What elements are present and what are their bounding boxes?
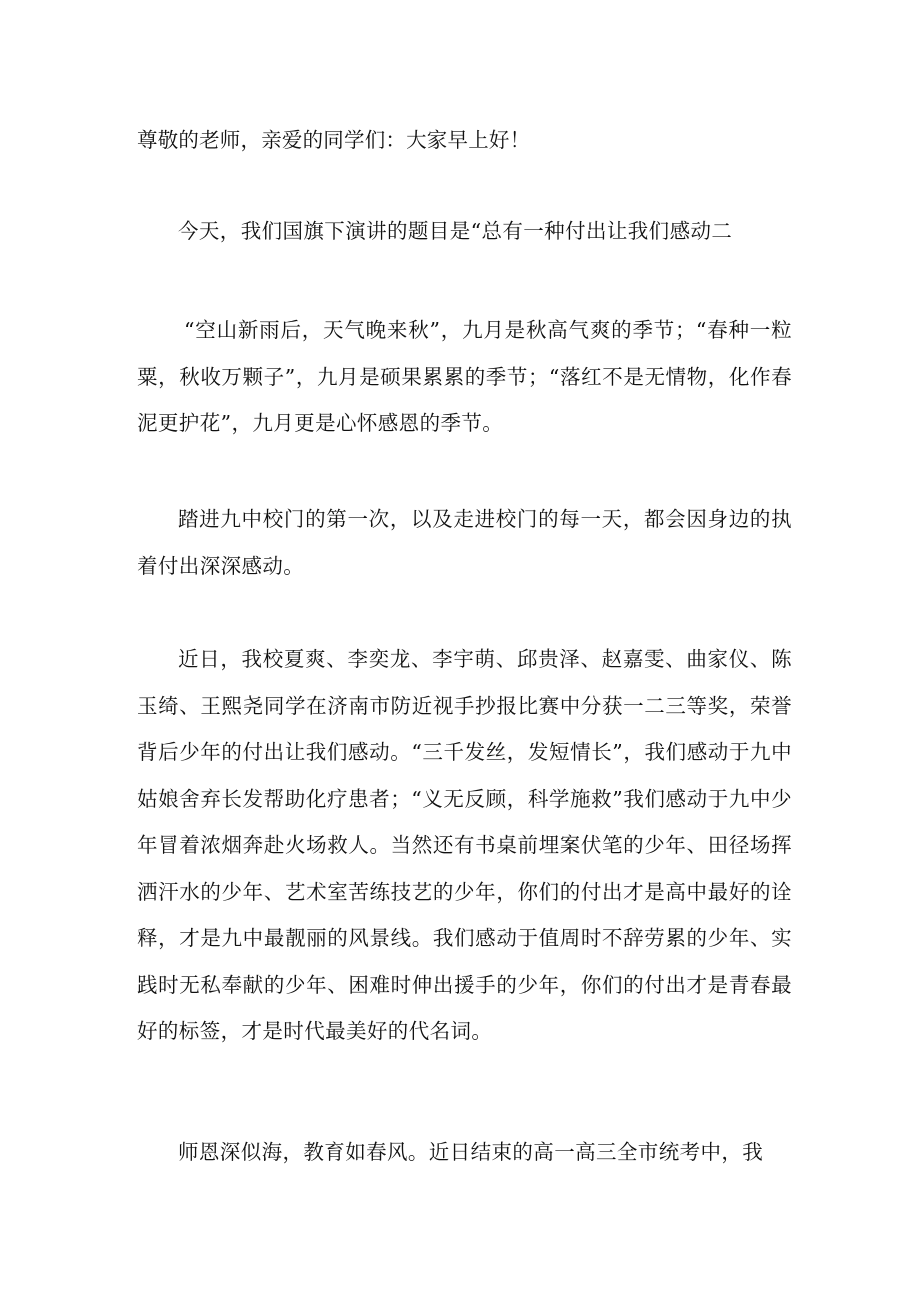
september-season-paragraph: “空山新雨后，天气晚来秋”，九月是秋高气爽的季节；“春种一粒粟，秋收万颗子”，九月是硕果累累的季节；“落红不是无情物，化作春泥更护花”，九月更是心怀感恩的季节。 [137, 318, 792, 435]
student-achievements-paragraph: 近日，我校夏爽、李奕龙、李宇萌、邱贵泽、赵嘉雯、曲家仪、陈玉绮、王熙尧同学在济南市防近视手抄报比赛中分获一二三等奖，荣誉背后少年的付出让我们感动。“三千发丝，发短情长”，我们感动于九中姑娘舍弃长发帮助化疗患者；“义无反顾，科学施救”我们感动于九中少年冒着浓烟奔赴火场救人。当然还有书桌前埋案伏笔的少年、田径场挥洒汗水的少年、艺术室苦练技艺的少年，你们的付出才是高中最好的诠释，才是九中最靓丽的风景线。我们感动于值周时不辞劳累的少年、实践时无私奉献的少年、困难时伸出援手的少年，你们的付出才是青春最好的标签，才是时代最美好的代名词。 [137, 647, 792, 1043]
speech-topic-paragraph: 今天，我们国旗下演讲的题目是“总有一种付出让我们感动二 [178, 219, 733, 243]
greeting-paragraph: 尊敬的老师，亲爱的同学们：大家早上好！ [137, 128, 531, 152]
school-gate-paragraph: 踏进九中校门的第一次，以及走进校门的每一天，都会因身边的执着付出深深感动。 [137, 507, 792, 578]
teacher-gratitude-paragraph: 师恩深似海，教育如春风。近日结束的高一高三全市统考中，我 [178, 1140, 764, 1164]
